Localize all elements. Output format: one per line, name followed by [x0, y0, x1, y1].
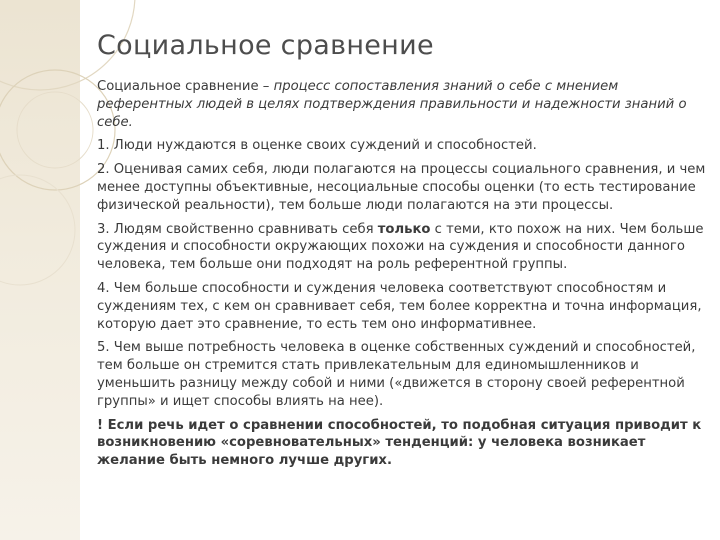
list-item: 5. Чем выше потребность человека в оценке собственных суждений и способностей, тем больше он стремится стать привлекательным для единомышленников и уменьшить разницу между собой и ними («движется в сторону своей референтной группы» и ищет способы влиять на нее).	[97, 340, 696, 409]
slide-content	[97, 78, 709, 476]
list-item	[97, 221, 709, 274]
item-text: 3. Людям свойственно сравнивать себя	[97, 221, 378, 237]
list-item: 2. Оценивая самих себя, люди полагаются на процессы социального сравнения, и чем менее доступны объективные, несоциальные способы оценки (то есть тестирование физической реальности), тем больше люди полагаются на эти процессы.	[97, 162, 706, 213]
definition-term: Социальное сравнение –	[97, 79, 274, 94]
definition-text: процесс сопоставления знаний о себе с мнением референтных людей в целях подтверждения правильности и надежности знаний о себе.	[97, 79, 687, 130]
decor-circle-inner	[17, 92, 93, 168]
emphasis-word: только	[377, 221, 431, 237]
decor-circle-lower	[0, 175, 75, 285]
definition-paragraph	[97, 78, 709, 131]
note-paragraph: ! Если речь идет о сравнении способностей, то подобная ситуация приводит к возникновению «соревновательных» тенденций: у человека возникает желание быть немного лучше других.	[97, 417, 702, 469]
item-text: с теми, кто похож на них. Чем больше суждения и способности окружающих похожи на суждения и способности данного человека, тем больше они подходят на роль референтной группы.	[97, 221, 704, 273]
list-item: 4. Чем больше способности и суждения человека соответствуют способностям и суждениям тех, с кем он сравнивает себя, тем более корректна и точна информация, которую дает это сравнение, то есть тем оно информативнее.	[97, 280, 702, 332]
list-item: 1. Люди нуждаются в оценке своих суждений и способностей.	[97, 138, 537, 154]
slide-title: Социальное сравнение	[97, 30, 434, 61]
